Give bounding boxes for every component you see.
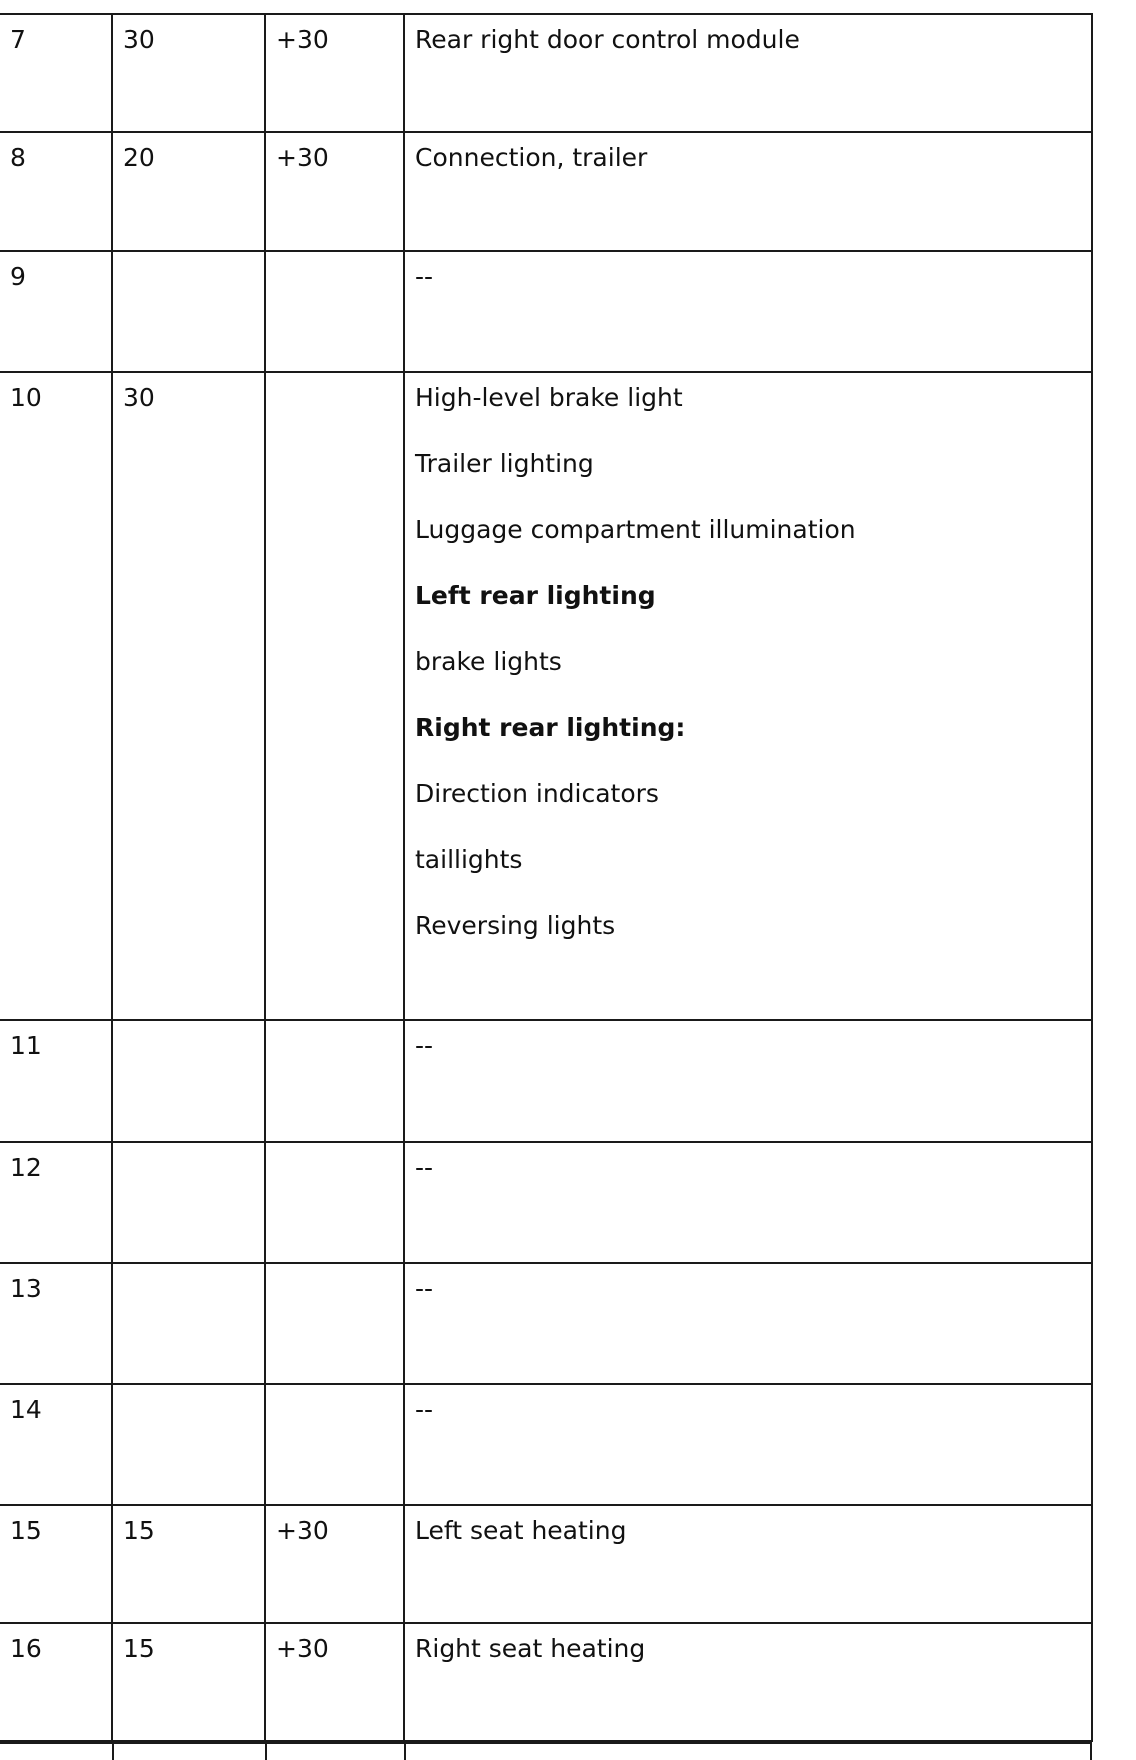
description-cell [404,1384,1092,1505]
description-heading: Left rear lighting [415,581,656,610]
description-line: -- [415,262,434,291]
fuse-number-cell: 10 [0,372,112,1020]
amperage-cell [112,1142,265,1263]
terminal-cell [265,372,404,1020]
terminal-cell [265,1142,404,1263]
amperage-cell: 30 [112,14,265,132]
terminal-cell: +30 [265,1505,404,1623]
description-line: Right seat heating [415,1634,646,1663]
table-row [0,1505,1092,1623]
table-row [0,132,1092,251]
terminal-cell [265,251,404,372]
table-row [0,1020,1092,1142]
description-line: -- [415,1153,434,1182]
terminal-cell: +30 [265,14,404,132]
amperage-cell [112,251,265,372]
table-row [0,251,1092,372]
table-row [0,1623,1092,1741]
amperage-cell [112,1263,265,1384]
description-line: Direction indicators [415,779,659,808]
description-line: High-level brake light [415,383,683,412]
description-line: -- [415,1031,434,1060]
description-line: -- [415,1274,434,1303]
table-row [0,372,1092,1020]
fuse-table [0,13,1093,1742]
fuse-number-cell: 16 [0,1623,112,1741]
description-cell [404,1623,1092,1741]
table-row [0,1142,1092,1263]
fuse-table-body [0,14,1092,1741]
table-continuation [0,1742,1092,1760]
description-line: Left seat heating [415,1516,627,1545]
table-row [0,14,1092,132]
amperage-cell [112,1384,265,1505]
terminal-cell [265,1384,404,1505]
amperage-cell: 15 [112,1623,265,1741]
description-cell [404,251,1092,372]
description-line: brake lights [415,647,562,676]
amperage-cell [112,1020,265,1142]
fuse-number-cell: 9 [0,251,112,372]
terminal-cell [265,1020,404,1142]
description-cell [404,1263,1092,1384]
fuse-number-cell: 11 [0,1020,112,1142]
amperage-cell: 15 [112,1505,265,1623]
description-cell [404,372,1092,1020]
description-cell [404,132,1092,251]
fuse-number-cell: 15 [0,1505,112,1623]
description-heading: Right rear lighting: [415,713,686,742]
table-row [0,1384,1092,1505]
description-cell [404,1020,1092,1142]
amperage-cell: 30 [112,372,265,1020]
description-cell [404,14,1092,132]
table-row [0,1263,1092,1384]
terminal-cell [265,1263,404,1384]
description-line: Luggage compartment illumination [415,515,856,544]
description-line: -- [415,1395,434,1424]
fuse-number-cell: 8 [0,132,112,251]
description-cell [404,1505,1092,1623]
fuse-number-cell: 14 [0,1384,112,1505]
fuse-number-cell: 12 [0,1142,112,1263]
description-line: Trailer lighting [415,449,594,478]
fuse-number-cell: 13 [0,1263,112,1384]
terminal-cell: +30 [265,132,404,251]
description-line: taillights [415,845,523,874]
terminal-cell: +30 [265,1623,404,1741]
description-line: Rear right door control module [415,25,800,54]
description-cell [404,1142,1092,1263]
description-line: Reversing lights [415,911,616,940]
description-line: Connection, trailer [415,143,648,172]
fuse-number-cell: 7 [0,14,112,132]
amperage-cell: 20 [112,132,265,251]
